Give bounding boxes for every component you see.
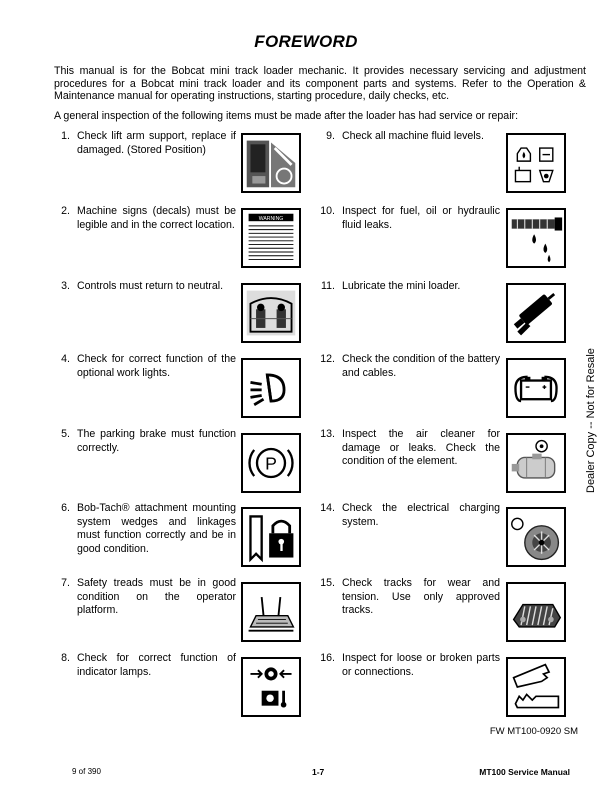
work-light-icon	[241, 358, 301, 418]
manual-name: MT100 Service Manual	[479, 767, 570, 777]
grease-gun-icon	[506, 283, 566, 343]
page-count: 9 of 390	[72, 767, 101, 776]
item-text: Lubricate the mini loader.	[342, 280, 461, 292]
intro-paragraph: This manual is for the Bobcat mini track loader mechanic. It provides necessary servicing and adjustment procedures for a Bobcat mini track loader and its component parts and systems. Refer to the Operation & Maintenance manual for operating instructions, starting procedure, daily checks, etc.	[54, 65, 586, 103]
item-number: 6.	[61, 502, 70, 514]
dealer-copy-watermark: Dealer Copy -- Not for Resale	[585, 348, 597, 494]
item-number: 12.	[320, 353, 335, 365]
alternator-icon	[506, 507, 566, 567]
item-text: Check tracks for wear and tension. Use only approved tracks.	[342, 577, 500, 616]
page-title: FOREWORD	[254, 32, 358, 51]
item-text: Safety treads must be in good condition on the operator platform.	[77, 577, 236, 616]
item-text: Check the electrical charging system.	[342, 502, 500, 528]
fluid-leak-icon	[506, 208, 566, 268]
warning-decal-icon	[241, 208, 301, 268]
item-number: 8.	[61, 652, 70, 664]
item-text: Inspect for loose or broken parts or connections.	[342, 652, 500, 678]
item-text: Check all machine fluid levels.	[342, 130, 484, 142]
item-number: 1.	[61, 130, 70, 142]
inspection-intro: A general inspection of the following items must be made after the loader has had service or repair:	[54, 110, 519, 122]
item-text: Bob-Tach® attachment mounting system wedges and linkages must function correctly and be in good condition.	[77, 502, 236, 555]
document-code: FW MT100-0920 SM	[489, 726, 578, 737]
item-text: Check the condition of the battery and cables.	[342, 353, 500, 379]
page-number: 1-7	[312, 767, 325, 777]
item-number: 15.	[320, 577, 335, 589]
item-number: 13.	[320, 428, 335, 440]
operator-controls-icon	[241, 283, 301, 343]
item-number: 2.	[61, 205, 70, 217]
item-text: Check lift arm support, replace if damaged. (Stored Position)	[77, 130, 236, 156]
wedge-lock-icon	[241, 507, 301, 567]
item-number: 16.	[320, 652, 335, 664]
air-cleaner-icon	[506, 433, 566, 493]
battery-icon	[506, 358, 566, 418]
fluid-levels-icon	[506, 133, 566, 193]
item-number: 7.	[61, 577, 70, 589]
track-icon	[506, 582, 566, 642]
item-number: 3.	[61, 280, 70, 292]
item-text: Machine signs (decals) must be legible and in the correct location.	[77, 205, 236, 231]
lift-arm-support-icon	[241, 133, 301, 193]
broken-part-icon	[506, 657, 566, 717]
item-text: The parking brake must function correctly.	[77, 428, 236, 454]
safety-tread-icon	[241, 582, 301, 642]
brake-letter: P	[265, 453, 277, 474]
item-text: Inspect for fuel, oil or hydraulic fluid leaks.	[342, 205, 500, 231]
item-number: 4.	[61, 353, 70, 365]
item-text: Inspect the air cleaner for damage or leaks. Check the condition of the element.	[342, 428, 500, 467]
indicator-lamps-icon	[241, 657, 301, 717]
item-number: 14.	[320, 502, 335, 514]
item-text: Check for correct function of the optional work lights.	[77, 353, 236, 379]
warning-label: WARNING	[258, 215, 284, 222]
parking-brake-icon	[241, 433, 301, 493]
item-text: Check for correct function of indicator lamps.	[77, 652, 236, 678]
item-number: 10.	[320, 205, 335, 217]
item-text: Controls must return to neutral.	[77, 280, 224, 292]
item-number: 9.	[326, 130, 335, 142]
item-number: 11.	[321, 280, 335, 292]
item-number: 5.	[61, 428, 70, 440]
